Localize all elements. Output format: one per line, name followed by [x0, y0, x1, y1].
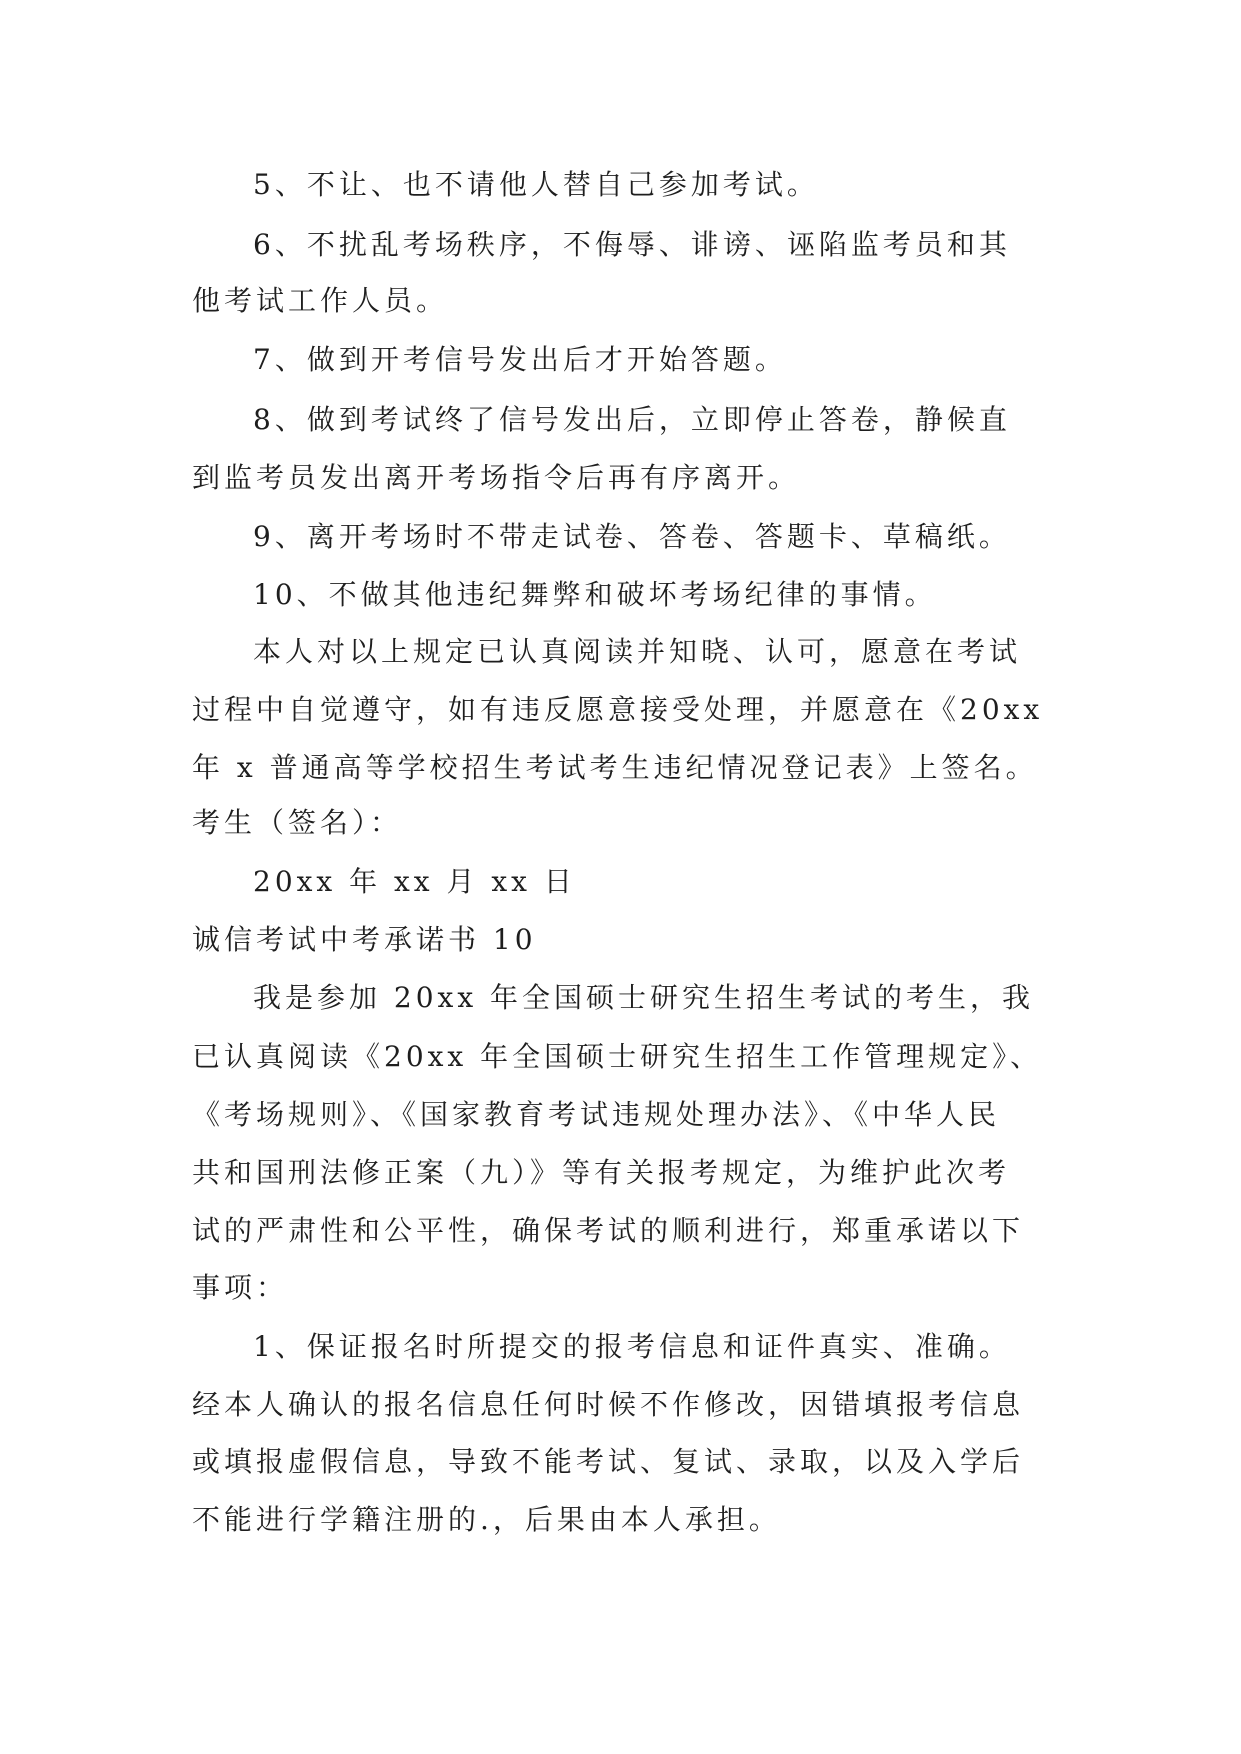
pledge-intro-line-2: 已认真阅读《20xx 年全国硕士研究生招生工作管理规定》、: [192, 1040, 1043, 1073]
section-heading: 诚信考试中考承诺书 10: [192, 923, 537, 956]
signature-label: 考生（签名）：: [192, 806, 403, 839]
pledge-item-1-line-3: 或填报虚假信息，导致不能考试、复试、录取，以及入学后: [192, 1445, 1025, 1478]
pledge-item-1-line-2: 经本人确认的报名信息任何时候不作修改，因错填报考信息: [192, 1388, 1025, 1421]
date-line: 20xx 年 xx 月 xx 日: [253, 865, 576, 898]
declaration-line-3: 年 x 普通高等学校招生考试考生违纪情况登记表》上签名。: [192, 751, 1038, 784]
rule-8: 8、做到考试终了信号发出后，立即停止答卷，静候直: [253, 403, 1011, 436]
pledge-intro-line-6: 事项：: [192, 1271, 289, 1304]
pledge-item-1-line-4: 不能进行学籍注册的.，后果由本人承担。: [192, 1503, 781, 1536]
rule-6-continued: 他考试工作人员。: [192, 284, 449, 317]
rule-9: 9、离开考场时不带走试卷、答卷、答题卡、草稿纸。: [253, 520, 1011, 553]
rule-5: 5、不让、也不请他人替自己参加考试。: [253, 168, 819, 201]
pledge-item-1: 1、保证报名时所提交的报考信息和证件真实、准确。: [253, 1330, 1011, 1363]
pledge-intro-line-4: 共和国刑法修正案（九）》等有关报考规定，为维护此次考: [192, 1156, 1011, 1189]
rule-10: 10、不做其他违纪舞弊和破坏考场纪律的事情。: [253, 578, 937, 611]
rule-7: 7、做到开考信号发出后才开始答题。: [253, 343, 787, 376]
pledge-intro-line-3: 《考场规则》、《国家教育考试违规处理办法》、《中华人民: [192, 1098, 1001, 1131]
rule-6: 6、不扰乱考场秩序，不侮辱、诽谤、诬陷监考员和其: [253, 228, 1011, 261]
pledge-intro-line-5: 试的严肃性和公平性，确保考试的顺利进行，郑重承诺以下: [192, 1214, 1025, 1247]
rule-8-continued: 到监考员发出离开考场指令后再有序离开。: [192, 461, 801, 494]
declaration-line-1: 本人对以上规定已认真阅读并知晓、认可，愿意在考试: [253, 635, 1022, 668]
declaration-line-2: 过程中自觉遵守，如有违反愿意接受处理，并愿意在《20xx: [192, 693, 1044, 726]
pledge-intro-line-1: 我是参加 20xx 年全国硕士研究生招生考试的考生，我: [253, 981, 1035, 1014]
